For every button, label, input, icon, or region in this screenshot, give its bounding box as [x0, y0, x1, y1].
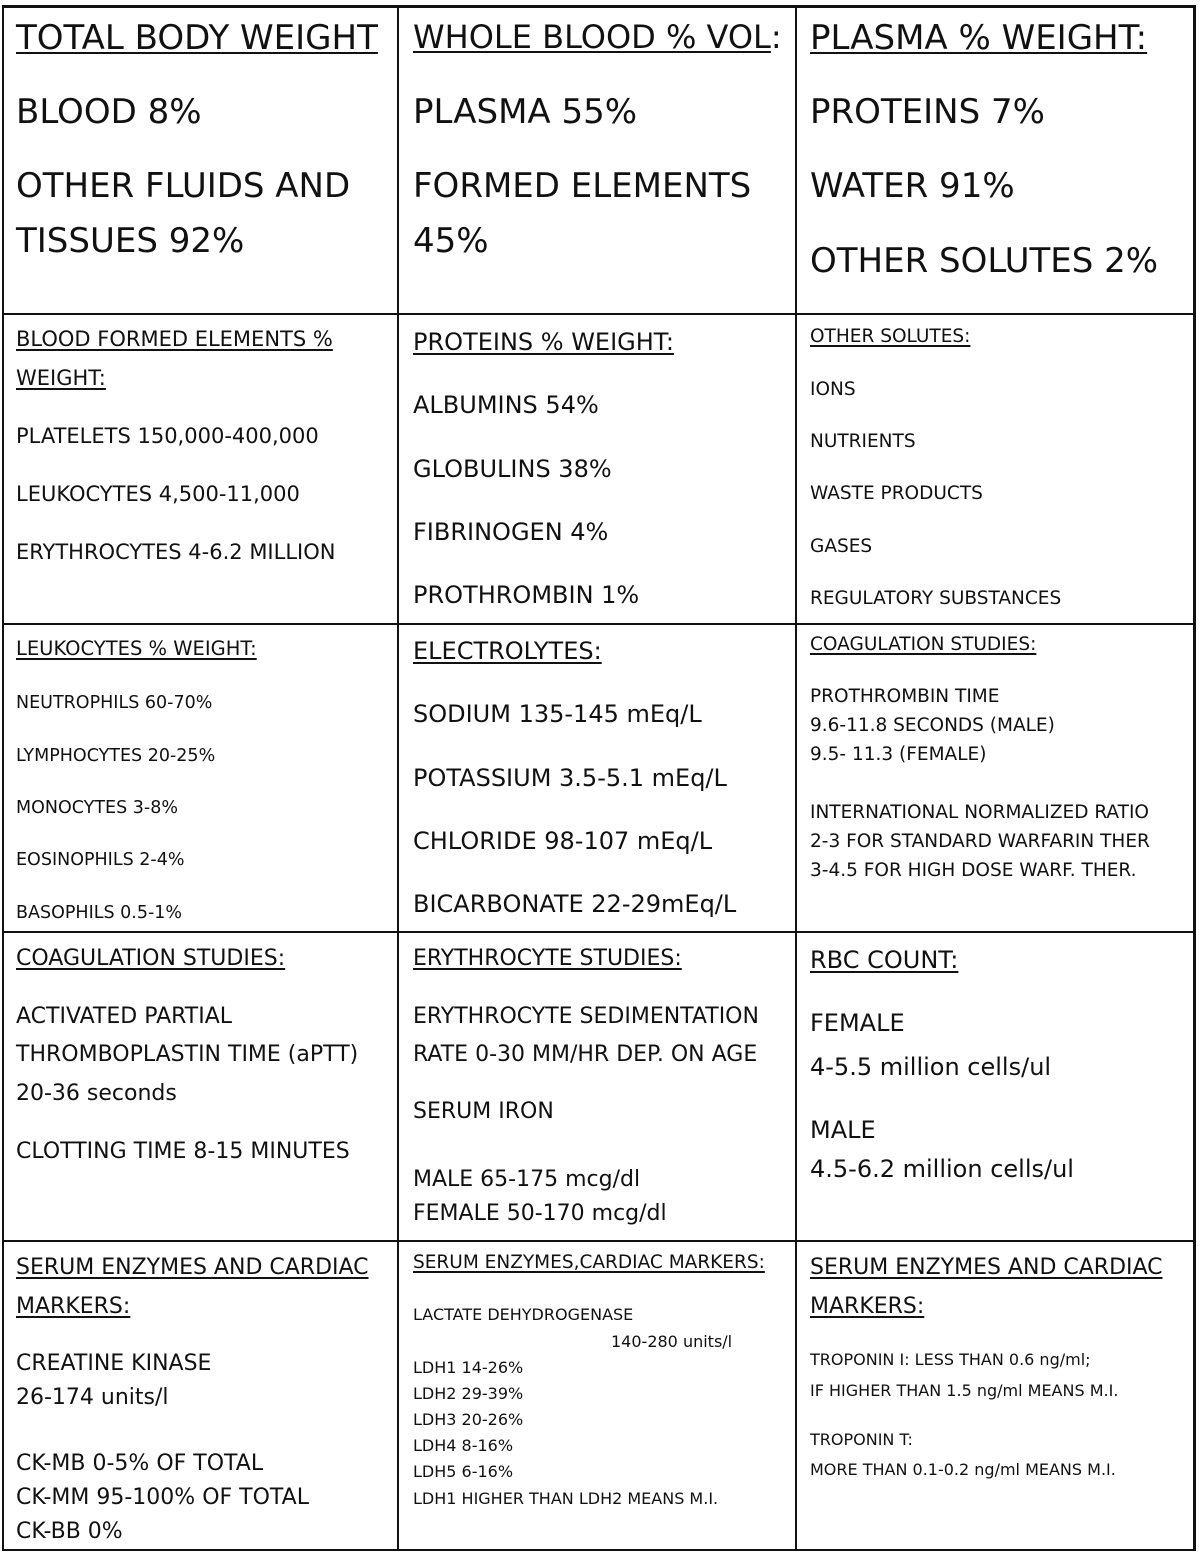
cell-title: PROTEINS % WEIGHT: — [413, 328, 674, 356]
cell-title: ERYTHROCYTE STUDIES: — [413, 946, 682, 971]
cell-line: CK-MB 0-5% OF TOTAL — [16, 1451, 264, 1476]
cell-line: FIBRINOGEN 4% — [413, 518, 609, 546]
row-divider-1 — [2, 313, 1196, 315]
cell-line: 4-5.5 million cells/ul — [810, 1053, 1052, 1081]
cell-line: MALE 65-175 mcg/dl — [413, 1167, 641, 1192]
cell-title: COAGULATION STUDIES: — [16, 946, 286, 971]
cell-line: NUTRIENTS — [810, 431, 916, 452]
cell-title: OTHER SOLUTES: — [810, 326, 971, 347]
cell-line: TROPONIN T: — [810, 1430, 913, 1449]
table-border-bottom — [2, 1549, 1196, 1551]
cell-line: LDH1 14-26% — [413, 1358, 524, 1377]
cell-line: POTASSIUM 3.5-5.1 mEq/L — [413, 764, 727, 792]
cell-title: SERUM ENZYMES AND CARDIAC — [16, 1255, 369, 1280]
cell-line: MONOCYTES 3-8% — [16, 798, 178, 818]
cell-title: LEUKOCYTES % WEIGHT: — [16, 637, 257, 660]
table-border-top — [2, 5, 1196, 8]
cell-line: 9.6-11.8 SECONDS (MALE) — [810, 715, 1055, 736]
cell-line: LDH3 20-26% — [413, 1410, 524, 1429]
table-border-right — [1193, 5, 1196, 1551]
cell-line: OTHER SOLUTES 2% — [810, 241, 1159, 281]
cell-line: 45% — [413, 221, 489, 261]
cell-line: PROTHROMBIN TIME — [810, 686, 1000, 707]
cell-line: EOSINOPHILS 2-4% — [16, 850, 185, 870]
cell-line: ERYTHROCYTES 4-6.2 MILLION — [16, 540, 336, 564]
cell-line: GLOBULINS 38% — [413, 455, 612, 483]
cell-title: SERUM ENZYMES AND CARDIAC — [810, 1255, 1163, 1280]
cell-title-wrap — [413, 19, 782, 56]
cell-line: THROMBOPLASTIN TIME (aPTT) — [16, 1042, 359, 1067]
cell-line: CHLORIDE 98-107 mEq/L — [413, 827, 713, 855]
cell-title: SERUM ENZYMES,CARDIAC MARKERS: — [413, 1252, 765, 1273]
cell-title: PLASMA % WEIGHT: — [810, 18, 1148, 58]
cell-line: OTHER FLUIDS AND — [16, 166, 351, 206]
cell-title: MARKERS: — [16, 1294, 131, 1319]
cell-line: PLASMA 55% — [413, 92, 638, 132]
cell-line: PROTHROMBIN 1% — [413, 581, 640, 609]
cell-line: ALBUMINS 54% — [413, 391, 599, 419]
cell-line: 2-3 FOR STANDARD WARFARIN THER — [810, 831, 1150, 852]
cell-title: MARKERS: — [810, 1294, 925, 1319]
cell-title-suffix: : — [770, 18, 782, 56]
cell-line: LEUKOCYTES 4,500-11,000 — [16, 482, 300, 506]
cell-title: WEIGHT: — [16, 366, 106, 390]
cell-line: LDH5 6-16% — [413, 1462, 514, 1481]
cell-line: TISSUES 92% — [16, 221, 245, 261]
cell-line: BICARBONATE 22-29mEq/L — [413, 890, 737, 918]
cell-line: SERUM IRON — [413, 1099, 554, 1124]
cell-line: BASOPHILS 0.5-1% — [16, 903, 183, 923]
cell-line: CK-MM 95-100% OF TOTAL — [16, 1485, 309, 1510]
cell-line: PLATELETS 150,000-400,000 — [16, 424, 319, 448]
cell-line: 20-36 seconds — [16, 1081, 177, 1106]
column-divider-1 — [397, 5, 399, 1551]
cell-line: MORE THAN 0.1-0.2 ng/ml MEANS M.I. — [810, 1460, 1116, 1479]
table-border-left — [2, 5, 4, 1551]
cell-line: LDH4 8-16% — [413, 1436, 514, 1455]
cell-title: ELECTROLYTES: — [413, 637, 602, 665]
cell-line: IF HIGHER THAN 1.5 ng/ml MEANS M.I. — [810, 1381, 1119, 1400]
cell-line: FEMALE — [810, 1009, 905, 1037]
column-divider-2 — [795, 5, 797, 1551]
cell-line: CREATINE KINASE — [16, 1351, 212, 1376]
cell-line: BLOOD 8% — [16, 92, 202, 132]
cell-line: WASTE PRODUCTS — [810, 483, 983, 504]
cell-line: MALE — [810, 1116, 876, 1144]
cell-line: 4.5-6.2 million cells/ul — [810, 1155, 1074, 1183]
cell-line: REGULATORY SUBSTANCES — [810, 588, 1062, 609]
cell-title: BLOOD FORMED ELEMENTS % — [16, 327, 333, 351]
cell-line: NEUTROPHILS 60-70% — [16, 693, 213, 713]
cell-line: 9.5- 11.3 (FEMALE) — [810, 744, 987, 765]
cell-title: COAGULATION STUDIES: — [810, 634, 1037, 655]
cell-line: SODIUM 135-145 mEq/L — [413, 700, 702, 728]
cell-line: WATER 91% — [810, 166, 1015, 206]
cell-line: INTERNATIONAL NORMALIZED RATIO — [810, 802, 1149, 823]
cell-line: LACTATE DEHYDROGENASE — [413, 1305, 634, 1324]
cell-line: 140-280 units/l — [611, 1332, 733, 1351]
cell-title: RBC COUNT: — [810, 946, 959, 974]
cell-line: LDH1 HIGHER THAN LDH2 MEANS M.I. — [413, 1489, 719, 1508]
cell-line: ACTIVATED PARTIAL — [16, 1004, 233, 1029]
row-divider-2 — [2, 623, 1196, 625]
cell-line: ERYTHROCYTE SEDIMENTATION — [413, 1004, 759, 1029]
cell-line: FEMALE 50-170 mcg/dl — [413, 1201, 667, 1226]
cell-line: RATE 0-30 MM/HR DEP. ON AGE — [413, 1042, 758, 1067]
row-divider-4 — [2, 1240, 1196, 1242]
cell-line: 26-174 units/l — [16, 1385, 169, 1410]
cell-line: PROTEINS 7% — [810, 92, 1045, 132]
cell-line: FORMED ELEMENTS — [413, 166, 752, 206]
cell-line: 3-4.5 FOR HIGH DOSE WARF. THER. — [810, 860, 1137, 881]
cell-line: LDH2 29-39% — [413, 1384, 524, 1403]
cell-line: TROPONIN I: LESS THAN 0.6 ng/ml; — [810, 1350, 1091, 1369]
cell-title: WHOLE BLOOD % VOL — [413, 18, 771, 56]
cell-line: CK-BB 0% — [16, 1519, 123, 1544]
cell-line: IONS — [810, 379, 856, 400]
cell-title: TOTAL BODY WEIGHT — [16, 18, 378, 58]
cell-line: GASES — [810, 536, 873, 557]
cell-line: CLOTTING TIME 8-15 MINUTES — [16, 1139, 350, 1164]
row-divider-3 — [2, 931, 1196, 933]
cell-line: LYMPHOCYTES 20-25% — [16, 746, 216, 766]
